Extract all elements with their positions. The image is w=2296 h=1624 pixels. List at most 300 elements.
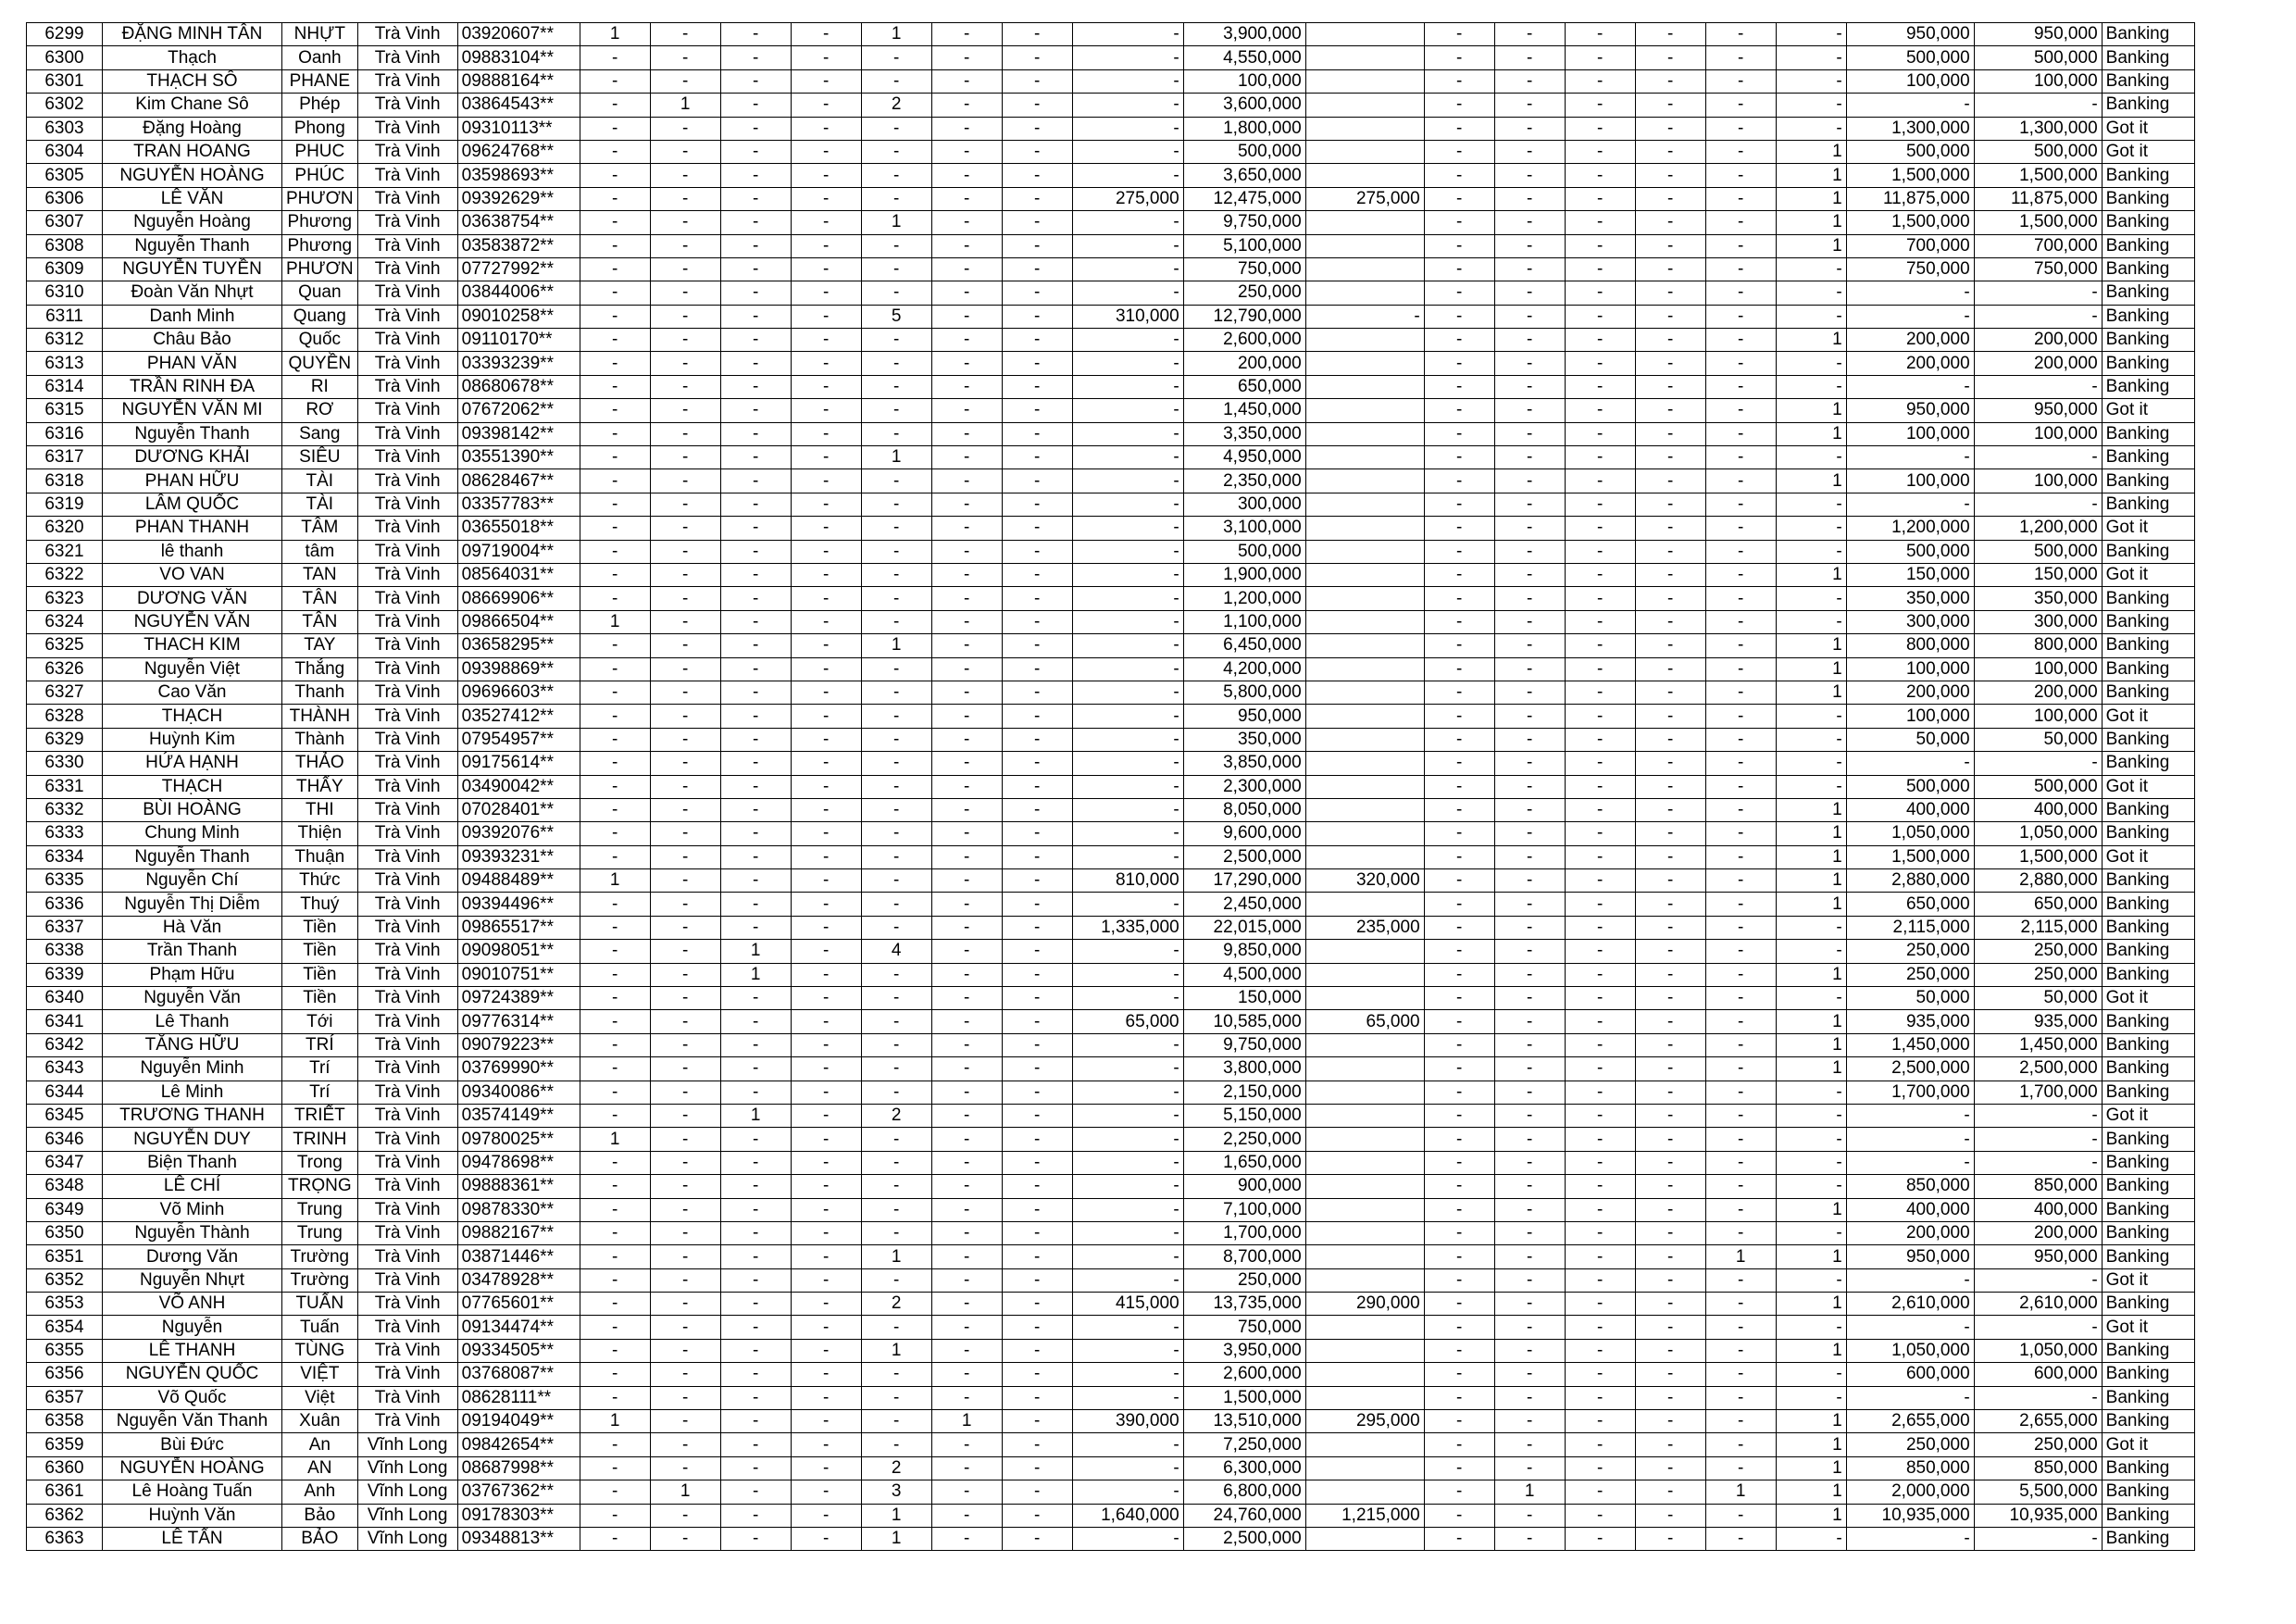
cell-name: lê thanh — [103, 540, 282, 563]
cell-c2: - — [650, 540, 720, 563]
table-row — [27, 1410, 2195, 1433]
cell-method: Banking — [2102, 657, 2194, 681]
cell-province: Trà Vinh — [357, 69, 457, 93]
cell-c5: 1 — [861, 1504, 931, 1527]
cell-c5: - — [861, 893, 931, 916]
table-row — [27, 446, 2195, 469]
cell-name: TRƯƠNG THANH — [103, 1104, 282, 1127]
cell-amt2: 500,000 — [1183, 540, 1305, 563]
cell-c11: - — [1635, 963, 1705, 986]
cell-c8: - — [1424, 893, 1494, 916]
cell-c1: - — [580, 234, 650, 257]
cell-c1: - — [580, 681, 650, 704]
cell-amt3 — [1305, 94, 1424, 117]
cell-amt2: 10,585,000 — [1183, 1010, 1305, 1033]
cell-c12: - — [1705, 869, 1776, 893]
cell-name: Dương Văn — [103, 1245, 282, 1268]
cell-amt4: 100,000 — [1846, 469, 1974, 493]
cell-c4: - — [791, 94, 861, 117]
cell-amt1: - — [1072, 257, 1183, 281]
cell-c13: - — [1776, 1221, 1846, 1244]
cell-c2: - — [650, 705, 720, 728]
cell-id: 6343 — [27, 1057, 103, 1081]
cell-id: 6306 — [27, 187, 103, 210]
cell-province: Vĩnh Long — [357, 1480, 457, 1504]
cell-id: 6357 — [27, 1386, 103, 1409]
cell-phone: 09178303** — [457, 1504, 580, 1527]
cell-c1: - — [580, 1081, 650, 1104]
cell-amt2: 8,700,000 — [1183, 1245, 1305, 1268]
cell-c8: - — [1424, 257, 1494, 281]
cell-c13: 1 — [1776, 329, 1846, 352]
table-row — [27, 1268, 2195, 1292]
cell-amt2: 3,800,000 — [1183, 1057, 1305, 1081]
cell-amt1: - — [1072, 728, 1183, 751]
cell-c2: - — [650, 634, 720, 657]
cell-province: Trà Vinh — [357, 375, 457, 398]
cell-province: Trà Vinh — [357, 610, 457, 633]
table-row — [27, 916, 2195, 939]
cell-c8: - — [1424, 563, 1494, 586]
cell-c6: - — [931, 869, 1002, 893]
cell-amt3 — [1305, 1128, 1424, 1151]
cell-c11: - — [1635, 469, 1705, 493]
cell-c1: - — [580, 422, 650, 445]
cell-c4: - — [791, 893, 861, 916]
cell-given: Tới — [282, 1010, 358, 1033]
table-row — [27, 1456, 2195, 1480]
cell-phone: 07028401** — [457, 798, 580, 821]
cell-method: Banking — [2102, 1128, 2194, 1151]
cell-amt2: 200,000 — [1183, 352, 1305, 375]
cell-province: Trà Vinh — [357, 187, 457, 210]
table-row — [27, 305, 2195, 328]
cell-given: Trường — [282, 1268, 358, 1292]
table-row — [27, 399, 2195, 422]
cell-c2: - — [650, 422, 720, 445]
cell-c3: - — [720, 869, 791, 893]
cell-c8: - — [1424, 1504, 1494, 1527]
cell-c12: - — [1705, 1456, 1776, 1480]
cell-c7: - — [1002, 375, 1072, 398]
cell-method: Banking — [2102, 798, 2194, 821]
cell-c9: - — [1494, 681, 1565, 704]
cell-province: Trà Vinh — [357, 728, 457, 751]
cell-c13: 1 — [1776, 869, 1846, 893]
cell-c7: - — [1002, 469, 1072, 493]
cell-c9: - — [1494, 798, 1565, 821]
cell-amt1: 810,000 — [1072, 869, 1183, 893]
cell-c12: - — [1705, 1293, 1776, 1316]
cell-c12: - — [1705, 94, 1776, 117]
cell-method: Banking — [2102, 940, 2194, 963]
cell-c13: 1 — [1776, 399, 1846, 422]
cell-amt4: 100,000 — [1846, 422, 1974, 445]
cell-c10: - — [1565, 1221, 1635, 1244]
cell-phone: 03844006** — [457, 281, 580, 305]
cell-id: 6318 — [27, 469, 103, 493]
cell-amt3 — [1305, 329, 1424, 352]
cell-c3: - — [720, 1245, 791, 1268]
cell-id: 6331 — [27, 775, 103, 798]
cell-c6: - — [931, 46, 1002, 69]
cell-c7: - — [1002, 140, 1072, 163]
cell-c3: - — [720, 845, 791, 868]
cell-c7: - — [1002, 305, 1072, 328]
cell-amt4: 1,450,000 — [1846, 1033, 1974, 1056]
cell-amt5: 950,000 — [1974, 399, 2102, 422]
cell-id: 6348 — [27, 1175, 103, 1198]
cell-amt2: 500,000 — [1183, 140, 1305, 163]
cell-amt4: 1,500,000 — [1846, 211, 1974, 234]
cell-c1: - — [580, 493, 650, 516]
cell-c10: - — [1565, 187, 1635, 210]
cell-c2: - — [650, 563, 720, 586]
cell-amt1: - — [1072, 705, 1183, 728]
cell-given: Tiền — [282, 916, 358, 939]
cell-phone: 09719004** — [457, 540, 580, 563]
cell-amt3 — [1305, 1198, 1424, 1221]
cell-c5: - — [861, 422, 931, 445]
cell-c12: - — [1705, 610, 1776, 633]
cell-c9: - — [1494, 1293, 1565, 1316]
cell-c10: - — [1565, 352, 1635, 375]
cell-province: Trà Vinh — [357, 1104, 457, 1127]
cell-id: 6338 — [27, 940, 103, 963]
cell-given: Thanh — [282, 681, 358, 704]
cell-province: Trà Vinh — [357, 1268, 457, 1292]
cell-c12: - — [1705, 187, 1776, 210]
cell-name: Nguyễn Việt — [103, 657, 282, 681]
cell-c2: - — [650, 117, 720, 140]
cell-c7: - — [1002, 845, 1072, 868]
cell-method: Banking — [2102, 234, 2194, 257]
cell-amt5: 1,500,000 — [1974, 164, 2102, 187]
cell-c10: - — [1565, 1504, 1635, 1527]
cell-c2: - — [650, 775, 720, 798]
cell-c5: - — [861, 517, 931, 540]
cell-c8: - — [1424, 117, 1494, 140]
cell-c5: 1 — [861, 23, 931, 46]
cell-amt3 — [1305, 257, 1424, 281]
cell-c12: - — [1705, 893, 1776, 916]
cell-phone: 03638754** — [457, 211, 580, 234]
cell-c7: - — [1002, 69, 1072, 93]
cell-c12: - — [1705, 305, 1776, 328]
cell-amt5: - — [1974, 752, 2102, 775]
table-row — [27, 775, 2195, 798]
cell-c2: - — [650, 329, 720, 352]
cell-method: Banking — [2102, 540, 2194, 563]
cell-name: Lê Minh — [103, 1081, 282, 1104]
cell-method: Banking — [2102, 1528, 2194, 1551]
cell-amt4: - — [1846, 1528, 1974, 1551]
cell-c5: 5 — [861, 305, 931, 328]
cell-method: Got it — [2102, 1433, 2194, 1456]
cell-amt2: 1,500,000 — [1183, 1386, 1305, 1409]
table-row — [27, 117, 2195, 140]
cell-c6: - — [931, 540, 1002, 563]
cell-c7: - — [1002, 352, 1072, 375]
cell-amt5: 935,000 — [1974, 1010, 2102, 1033]
table-row — [27, 1433, 2195, 1456]
cell-amt5: 600,000 — [1974, 1363, 2102, 1386]
cell-c8: - — [1424, 610, 1494, 633]
cell-name: DƯƠNG KHẢI — [103, 446, 282, 469]
cell-c6: - — [931, 422, 1002, 445]
cell-c7: - — [1002, 798, 1072, 821]
cell-c7: - — [1002, 1504, 1072, 1527]
cell-amt4: - — [1846, 1104, 1974, 1127]
cell-c11: - — [1635, 140, 1705, 163]
cell-method: Banking — [2102, 1456, 2194, 1480]
cell-amt3 — [1305, 140, 1424, 163]
cell-c6: - — [931, 728, 1002, 751]
cell-c1: - — [580, 1504, 650, 1527]
cell-c6: - — [931, 1104, 1002, 1127]
cell-province: Trà Vinh — [357, 493, 457, 516]
cell-given: RI — [282, 375, 358, 398]
cell-province: Vĩnh Long — [357, 1504, 457, 1527]
cell-c8: - — [1424, 517, 1494, 540]
cell-method: Banking — [2102, 1081, 2194, 1104]
cell-c9: - — [1494, 610, 1565, 633]
cell-c12: - — [1705, 845, 1776, 868]
cell-c2: - — [650, 234, 720, 257]
cell-c13: - — [1776, 728, 1846, 751]
cell-c8: - — [1424, 705, 1494, 728]
cell-phone: 08680678** — [457, 375, 580, 398]
cell-c8: - — [1424, 46, 1494, 69]
cell-c5: - — [861, 140, 931, 163]
table-row — [27, 705, 2195, 728]
cell-name: HỨA HẠNH — [103, 752, 282, 775]
cell-c6: - — [931, 916, 1002, 939]
cell-method: Banking — [2102, 164, 2194, 187]
cell-c11: - — [1635, 375, 1705, 398]
cell-c1: - — [580, 1104, 650, 1127]
cell-id: 6300 — [27, 46, 103, 69]
cell-c13: 1 — [1776, 1480, 1846, 1504]
cell-c10: - — [1565, 1128, 1635, 1151]
cell-c12: - — [1705, 117, 1776, 140]
cell-c10: - — [1565, 1316, 1635, 1339]
cell-province: Trà Vinh — [357, 681, 457, 704]
cell-c3: - — [720, 587, 791, 610]
cell-amt3 — [1305, 211, 1424, 234]
cell-c4: - — [791, 281, 861, 305]
cell-amt1: - — [1072, 446, 1183, 469]
cell-amt1: - — [1072, 469, 1183, 493]
table-body — [27, 23, 2195, 1551]
cell-c9: - — [1494, 540, 1565, 563]
cell-c12: - — [1705, 469, 1776, 493]
cell-c13: - — [1776, 94, 1846, 117]
cell-amt1: - — [1072, 69, 1183, 93]
cell-given: THÀNH — [282, 705, 358, 728]
cell-name: Châu Bảo — [103, 329, 282, 352]
cell-c3: - — [720, 1316, 791, 1339]
table-row — [27, 869, 2195, 893]
cell-phone: 03598693** — [457, 164, 580, 187]
cell-phone: 09724389** — [457, 987, 580, 1010]
cell-c11: - — [1635, 1316, 1705, 1339]
cell-c3: - — [720, 517, 791, 540]
cell-c10: - — [1565, 1480, 1635, 1504]
cell-c5: - — [861, 1175, 931, 1198]
cell-c5: - — [861, 1316, 931, 1339]
cell-amt4: 250,000 — [1846, 940, 1974, 963]
cell-province: Trà Vinh — [357, 1293, 457, 1316]
cell-c4: - — [791, 1339, 861, 1362]
cell-given: Sang — [282, 422, 358, 445]
cell-amt3 — [1305, 352, 1424, 375]
table-row — [27, 1480, 2195, 1504]
cell-id: 6362 — [27, 1504, 103, 1527]
cell-c2: - — [650, 375, 720, 398]
cell-name: BÙI HOÀNG — [103, 798, 282, 821]
cell-c7: - — [1002, 1433, 1072, 1456]
cell-c11: - — [1635, 916, 1705, 939]
cell-c10: - — [1565, 1410, 1635, 1433]
cell-amt4: 250,000 — [1846, 963, 1974, 986]
cell-c1: - — [580, 1010, 650, 1033]
cell-name: THACH KIM — [103, 634, 282, 657]
cell-amt2: 9,600,000 — [1183, 822, 1305, 845]
cell-c12: - — [1705, 1221, 1776, 1244]
cell-c6: - — [931, 963, 1002, 986]
cell-c2: - — [650, 916, 720, 939]
cell-c6: - — [931, 69, 1002, 93]
cell-name: THẠCH — [103, 705, 282, 728]
cell-given: THẢO — [282, 752, 358, 775]
cell-method: Got it — [2102, 845, 2194, 868]
cell-c6: - — [931, 657, 1002, 681]
cell-amt4: - — [1846, 305, 1974, 328]
cell-c6: - — [931, 234, 1002, 257]
cell-c13: - — [1776, 1128, 1846, 1151]
cell-c1: 1 — [580, 869, 650, 893]
cell-c10: - — [1565, 1175, 1635, 1198]
cell-c4: - — [791, 399, 861, 422]
cell-amt2: 13,510,000 — [1183, 1410, 1305, 1433]
cell-c9: - — [1494, 1128, 1565, 1151]
cell-province: Trà Vinh — [357, 657, 457, 681]
cell-amt3 — [1305, 1386, 1424, 1409]
cell-amt1: 390,000 — [1072, 1410, 1183, 1433]
cell-province: Trà Vinh — [357, 775, 457, 798]
cell-c6: - — [931, 1363, 1002, 1386]
cell-c8: - — [1424, 375, 1494, 398]
cell-method: Banking — [2102, 681, 2194, 704]
cell-id: 6336 — [27, 893, 103, 916]
cell-c10: - — [1565, 1198, 1635, 1221]
cell-c12: - — [1705, 775, 1776, 798]
cell-c9: - — [1494, 23, 1565, 46]
cell-name: Phạm Hữu — [103, 963, 282, 986]
cell-c3: - — [720, 1528, 791, 1551]
cell-given: Trí — [282, 1057, 358, 1081]
cell-amt2: 1,800,000 — [1183, 117, 1305, 140]
cell-amt3 — [1305, 610, 1424, 633]
cell-amt2: 2,500,000 — [1183, 845, 1305, 868]
cell-c12: - — [1705, 517, 1776, 540]
cell-name: TRAN HOANG — [103, 140, 282, 163]
cell-amt3: - — [1305, 305, 1424, 328]
cell-c12: - — [1705, 1198, 1776, 1221]
cell-amt2: 4,550,000 — [1183, 46, 1305, 69]
cell-name: PHAN THANH — [103, 517, 282, 540]
cell-amt3 — [1305, 1316, 1424, 1339]
cell-c12: - — [1705, 1268, 1776, 1292]
cell-given: TRINH — [282, 1128, 358, 1151]
cell-c13: - — [1776, 610, 1846, 633]
cell-amt3 — [1305, 1339, 1424, 1362]
table-row — [27, 164, 2195, 187]
cell-amt2: 22,015,000 — [1183, 916, 1305, 939]
cell-amt1: 1,640,000 — [1072, 1504, 1183, 1527]
cell-c8: - — [1424, 940, 1494, 963]
cell-c8: - — [1424, 916, 1494, 939]
cell-c9: - — [1494, 1433, 1565, 1456]
cell-c4: - — [791, 798, 861, 821]
cell-c2: - — [650, 798, 720, 821]
cell-c10: - — [1565, 1104, 1635, 1127]
cell-c13: 1 — [1776, 140, 1846, 163]
cell-id: 6333 — [27, 822, 103, 845]
cell-given: PHƯƠN — [282, 257, 358, 281]
cell-phone: 09098051** — [457, 940, 580, 963]
cell-c4: - — [791, 211, 861, 234]
cell-province: Vĩnh Long — [357, 1528, 457, 1551]
cell-c1: - — [580, 822, 650, 845]
cell-c5: - — [861, 1221, 931, 1244]
cell-c2: - — [650, 822, 720, 845]
cell-amt2: 3,950,000 — [1183, 1339, 1305, 1362]
cell-amt1: - — [1072, 1433, 1183, 1456]
cell-amt3 — [1305, 375, 1424, 398]
cell-c8: - — [1424, 305, 1494, 328]
cell-c2: - — [650, 399, 720, 422]
cell-amt5: 350,000 — [1974, 587, 2102, 610]
cell-province: Trà Vinh — [357, 422, 457, 445]
cell-c13: - — [1776, 1268, 1846, 1292]
cell-c9: - — [1494, 1175, 1565, 1198]
cell-c11: - — [1635, 1081, 1705, 1104]
table-row — [27, 940, 2195, 963]
cell-c10: - — [1565, 610, 1635, 633]
cell-amt3 — [1305, 893, 1424, 916]
cell-name: Nguyễn Thanh — [103, 845, 282, 868]
cell-id: 6302 — [27, 94, 103, 117]
cell-amt4: 1,200,000 — [1846, 517, 1974, 540]
table-row — [27, 1175, 2195, 1198]
cell-c3: 1 — [720, 963, 791, 986]
cell-c9: - — [1494, 940, 1565, 963]
cell-method: Banking — [2102, 1057, 2194, 1081]
cell-c12: - — [1705, 1528, 1776, 1551]
cell-amt1: - — [1072, 281, 1183, 305]
cell-c13: 1 — [1776, 563, 1846, 586]
cell-c2: - — [650, 281, 720, 305]
cell-c2: - — [650, 257, 720, 281]
cell-c13: - — [1776, 705, 1846, 728]
cell-c1: - — [580, 1528, 650, 1551]
cell-c8: - — [1424, 329, 1494, 352]
cell-c8: - — [1424, 352, 1494, 375]
cell-c6: - — [931, 352, 1002, 375]
cell-c8: - — [1424, 140, 1494, 163]
